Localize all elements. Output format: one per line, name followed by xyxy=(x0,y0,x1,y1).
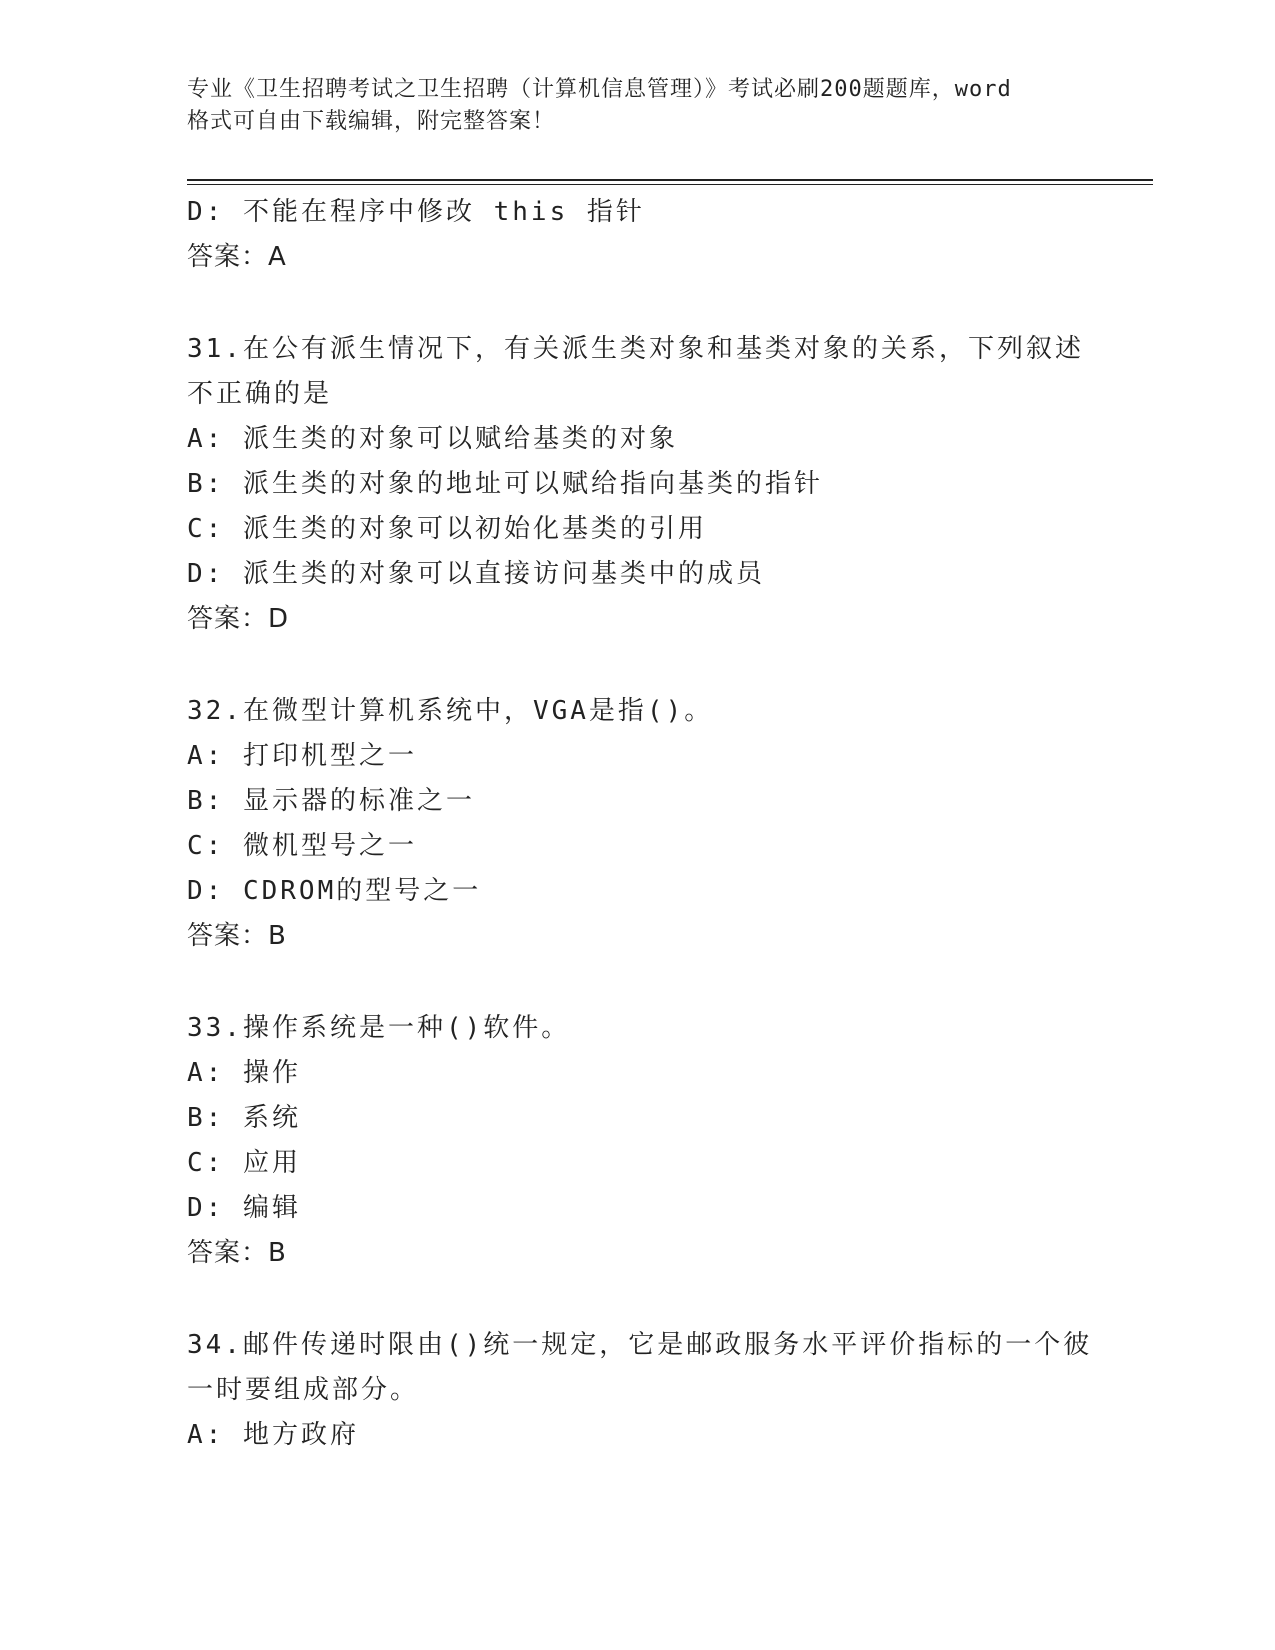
header-title-line-2: 格式可自由下载编辑，附完整答案！ xyxy=(187,109,556,134)
answer-line: 答案：D xyxy=(187,604,290,634)
option-c: C: 派生类的对象可以初始化基类的引用 xyxy=(187,514,707,544)
question-33-stem xyxy=(187,1006,1087,1051)
question-stem-line: 不正确的是 xyxy=(187,379,333,409)
option-b: B: 系统 xyxy=(187,1103,301,1133)
question-32-stem xyxy=(187,689,1087,734)
option-a: A: 打印机型之一 xyxy=(187,741,417,771)
question-stem-line: 一时要组成部分。 xyxy=(187,1375,420,1405)
answer-line: 答案：A xyxy=(187,242,287,272)
option-b: B: 派生类的对象的地址可以赋给指向基类的指针 xyxy=(187,469,823,499)
option-d: D: 编辑 xyxy=(187,1193,301,1223)
answer-line: 答案：B xyxy=(187,1238,287,1268)
question-stem-line: 33.操作系统是一种()软件。 xyxy=(187,1013,571,1043)
header-divider-thin xyxy=(187,184,1153,185)
question-stem-line: 34.邮件传递时限由()统一规定，它是邮政服务水平评价指标的一个彼 xyxy=(187,1330,1093,1360)
question-stem-line: 32.在微型计算机系统中，VGA是指()。 xyxy=(187,696,714,726)
header-title-line-1: 专业《卫生招聘考试之卫生招聘（计算机信息管理）》考试必刷200题题库，word xyxy=(187,77,1012,102)
option-d: D: 不能在程序中修改 this 指针 xyxy=(187,197,645,227)
answer-line: 答案：B xyxy=(187,921,287,951)
question-34-stem xyxy=(187,1323,1093,1413)
option-b: B: 显示器的标准之一 xyxy=(187,786,475,816)
option-c: C: 应用 xyxy=(187,1148,301,1178)
option-a: A: 地方政府 xyxy=(187,1420,359,1450)
option-a: A: 派生类的对象可以赋给基类的对象 xyxy=(187,424,678,454)
option-c: C: 微机型号之一 xyxy=(187,831,417,861)
option-d: D: CDROM的型号之一 xyxy=(187,876,482,906)
option-d: D: 派生类的对象可以直接访问基类中的成员 xyxy=(187,559,765,589)
question-31-stem xyxy=(187,327,1087,417)
option-a: A: 操作 xyxy=(187,1058,301,1088)
document-header xyxy=(187,74,1087,138)
question-stem-line: 31.在公有派生情况下，有关派生类对象和基类对象的关系，下列叙述 xyxy=(187,334,1084,364)
question-content xyxy=(187,190,1093,1458)
header-divider-thick xyxy=(187,179,1153,181)
